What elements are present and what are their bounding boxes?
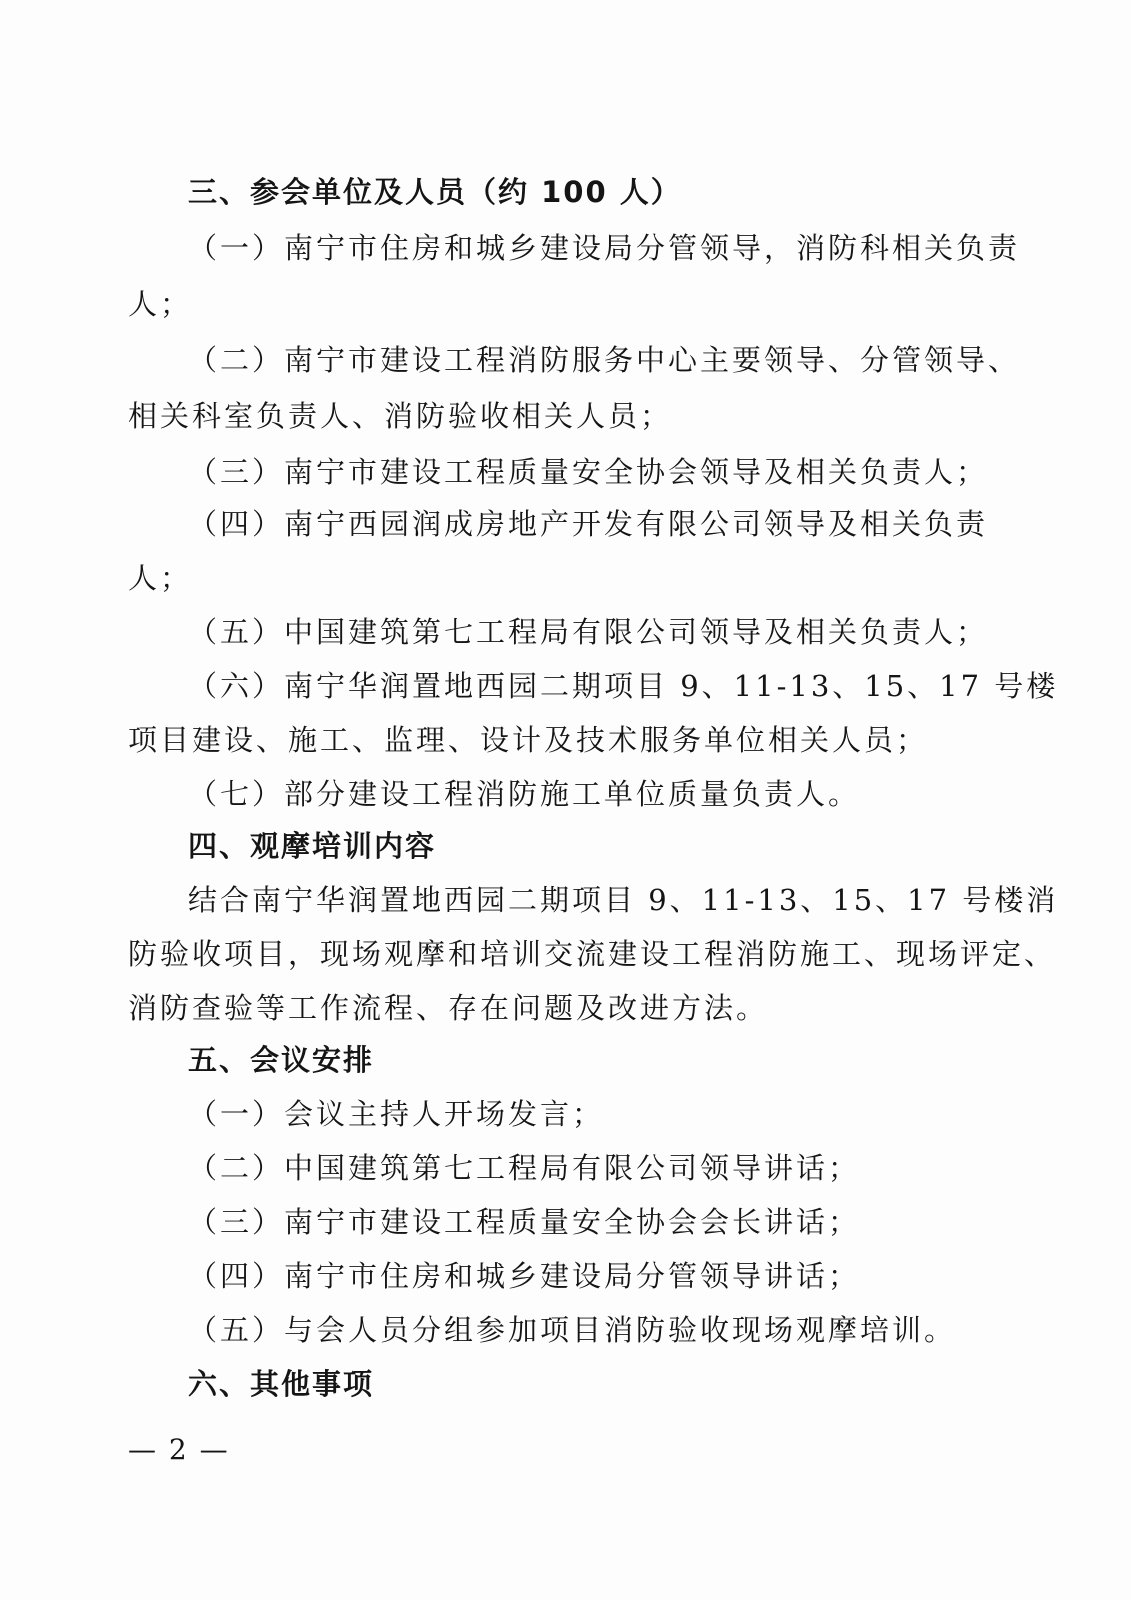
page-number: — 2 —	[128, 1433, 230, 1466]
section-heading-6: 六、其他事项	[188, 1367, 375, 1401]
paragraph-line: （五）中国建筑第七工程局有限公司领导及相关负责人；	[188, 615, 989, 649]
paragraph-line: （四）南宁西园润成房地产开发有限公司领导及相关负责	[188, 507, 989, 541]
section-heading-4: 四、观摩培训内容	[188, 829, 437, 863]
paragraph-line: （二）中国建筑第七工程局有限公司领导讲话；	[188, 1151, 861, 1185]
paragraph-line: （四）南宁市住房和城乡建设局分管领导讲话；	[188, 1259, 861, 1293]
paragraph-line: 消防查验等工作流程、存在问题及改进方法。	[128, 991, 769, 1025]
paragraph-line: （一）南宁市住房和城乡建设局分管领导，消防科相关负责	[188, 231, 1021, 265]
section-heading-3: 三、参会单位及人员（约 100 人）	[188, 175, 682, 209]
paragraph-line: （五）与会人员分组参加项目消防验收现场观摩培训。	[188, 1313, 957, 1347]
paragraph-line: （一）会议主持人开场发言；	[188, 1097, 605, 1131]
paragraph-line: 防验收项目，现场观摩和培训交流建设工程消防施工、现场评定、	[128, 937, 1057, 971]
paragraph-line: 项目建设、施工、监理、设计及技术服务单位相关人员；	[128, 723, 929, 757]
paragraph-line: 人；	[128, 561, 193, 595]
paragraph-line: （七）部分建设工程消防施工单位质量负责人。	[188, 777, 861, 811]
paragraph-line: （二）南宁市建设工程消防服务中心主要领导、分管领导、	[188, 343, 1021, 377]
paragraph-line: 相关科室负责人、消防验收相关人员；	[128, 399, 673, 433]
paragraph-line: （六）南宁华润置地西园二期项目 9、11-13、15、17 号楼	[188, 669, 1059, 703]
paragraph-line: 结合南宁华润置地西园二期项目 9、11-13、15、17 号楼消	[188, 883, 1059, 917]
paragraph-line: （三）南宁市建设工程质量安全协会领导及相关负责人；	[188, 455, 989, 489]
paragraph-line: 人；	[128, 287, 193, 321]
paragraph-line: （三）南宁市建设工程质量安全协会会长讲话；	[188, 1205, 861, 1239]
section-heading-5: 五、会议安排	[188, 1043, 375, 1077]
